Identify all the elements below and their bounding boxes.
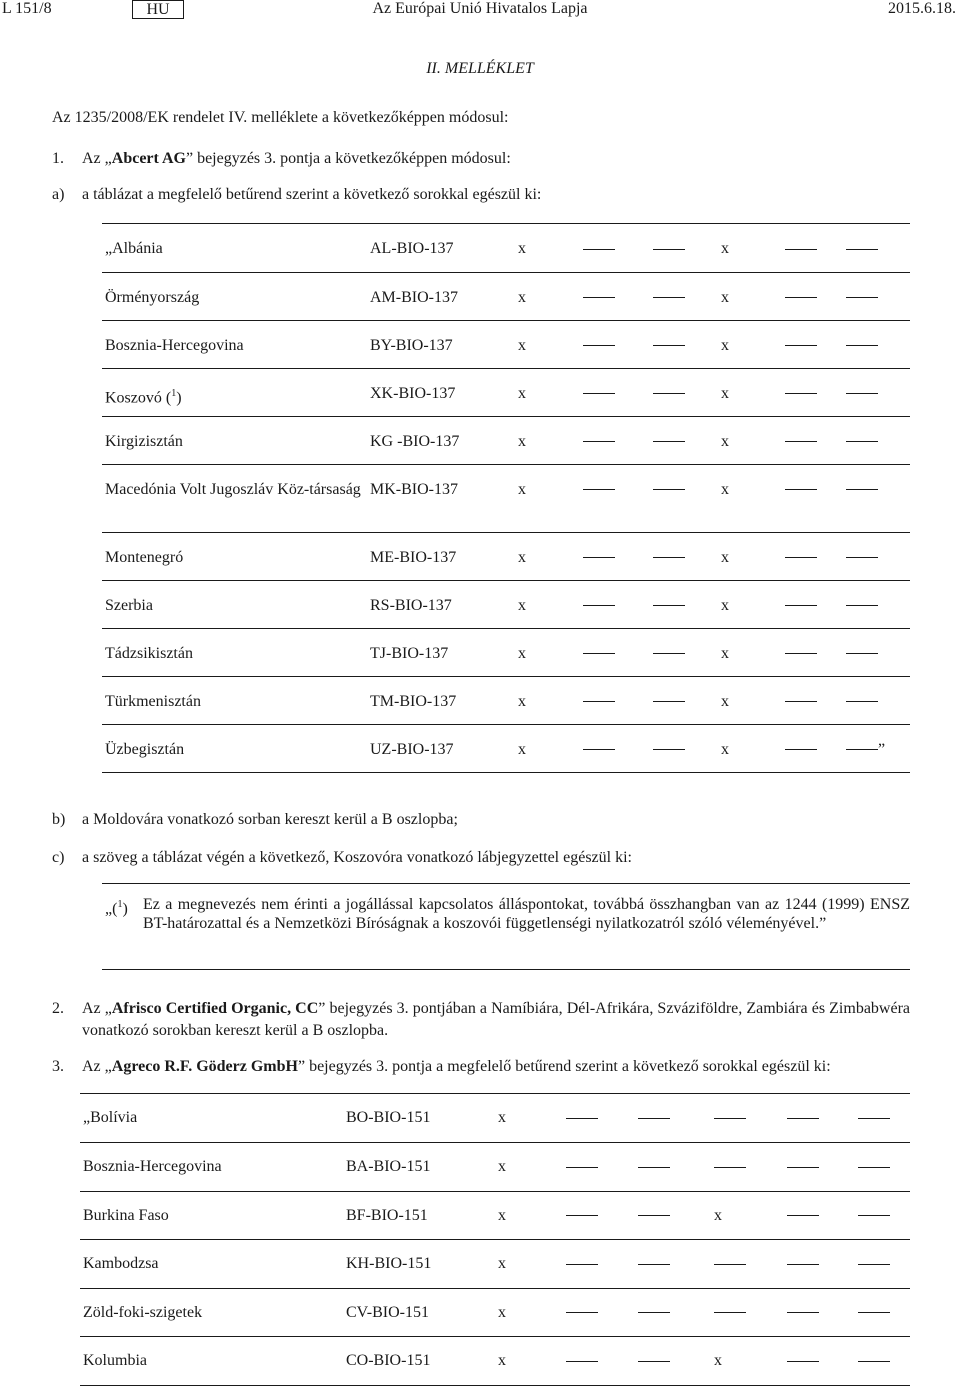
dash-mark: [787, 1361, 819, 1362]
category-cell: [785, 416, 846, 464]
item-2-number: 2.: [52, 1000, 64, 1017]
dash-mark: [846, 489, 878, 490]
category-cell: [653, 628, 721, 676]
category-cell: [858, 1094, 910, 1143]
country-name: Üzbegisztán: [102, 724, 370, 772]
category-cell: [858, 1288, 910, 1337]
dash-mark: [846, 297, 878, 298]
category-cell: [638, 1288, 714, 1337]
country-name: Kolumbia: [80, 1337, 346, 1386]
category-cell: x: [518, 628, 583, 676]
category-cell: [638, 1143, 714, 1192]
dash-mark: [653, 653, 685, 654]
item-1b-number: b): [52, 811, 66, 828]
category-cell: [653, 224, 721, 272]
category-cell: [653, 532, 721, 580]
category-cell: x: [721, 416, 785, 464]
category-cell: [653, 464, 721, 532]
category-cell: [846, 368, 910, 416]
dash-mark: [638, 1167, 670, 1168]
certificate-code: RS-BIO-137: [370, 580, 518, 628]
annex-title: II. MELLÉKLET: [426, 60, 534, 77]
category-cell: [858, 1191, 910, 1240]
country-name: Tádzsikisztán: [102, 628, 370, 676]
category-cell: [653, 676, 721, 724]
certificate-code: XK-BIO-137: [370, 368, 518, 416]
dash-mark: [787, 1215, 819, 1216]
dash-mark: [785, 345, 817, 346]
table1-row: [102, 416, 910, 464]
publication-date: 2015.6.18.: [888, 0, 956, 17]
table1-row: [102, 628, 910, 676]
language-badge: HU: [132, 0, 184, 19]
dash-mark: [787, 1118, 819, 1119]
certificate-code: BA-BIO-151: [346, 1143, 498, 1192]
country-name: Bosznia-Hercegovina: [80, 1143, 346, 1192]
category-cell: x: [498, 1094, 566, 1143]
dash-mark: [566, 1312, 598, 1313]
table2-row: [80, 1337, 910, 1386]
category-cell: [653, 724, 721, 772]
category-cell: [846, 580, 910, 628]
dash-mark: [653, 441, 685, 442]
footnote-top-rule: [102, 883, 910, 884]
item-3-text: Az „Agreco R.F. Göderz GmbH” bejegyzés 3. pontja a megfelelő betűrend szerint a következő sorokkal egészül ki:: [82, 1058, 831, 1075]
category-cell: [583, 532, 653, 580]
category-cell: [787, 1143, 858, 1192]
dash-mark: [583, 749, 615, 750]
country-name: Zöld-foki-szigetek: [80, 1288, 346, 1337]
table1-row: [102, 272, 910, 320]
category-cell: x: [518, 320, 583, 368]
category-cell: [653, 368, 721, 416]
category-cell: x: [498, 1288, 566, 1337]
category-cell: x: [518, 416, 583, 464]
dash-mark: [638, 1215, 670, 1216]
item-3-number: 3.: [52, 1058, 64, 1075]
closing-quote: ”: [878, 740, 886, 758]
category-cell: x: [518, 464, 583, 532]
dash-mark: [714, 1118, 746, 1119]
certificate-code: AM-BIO-137: [370, 272, 518, 320]
category-cell: [638, 1094, 714, 1143]
dash-mark: [787, 1312, 819, 1313]
dash-mark: [787, 1167, 819, 1168]
category-cell: x: [518, 724, 583, 772]
category-cell: [785, 320, 846, 368]
category-cell: [785, 464, 846, 532]
category-cell: [653, 580, 721, 628]
dash-mark: [583, 605, 615, 606]
category-cell: [846, 676, 910, 724]
category-cell: [787, 1240, 858, 1289]
category-cell: [583, 724, 653, 772]
dash-mark: [846, 393, 878, 394]
category-cell: [858, 1337, 910, 1386]
category-cell: [785, 368, 846, 416]
country-name: Szerbia: [102, 580, 370, 628]
item-2-bold: Afrisco Certified Organic, CC: [111, 1000, 319, 1017]
dash-mark: [638, 1361, 670, 1362]
table1-row: [102, 724, 910, 772]
item-1a: [52, 186, 541, 204]
category-cell: [785, 580, 846, 628]
item-1-post: ” bejegyzés 3. pontja a következőképpen módosul:: [185, 150, 511, 167]
dash-mark: [785, 605, 817, 606]
dash-mark: [846, 605, 878, 606]
dash-mark: [583, 441, 615, 442]
dash-mark: [653, 249, 685, 250]
dash-mark: [583, 249, 615, 250]
certificate-code: KH-BIO-151: [346, 1240, 498, 1289]
item-1-bold: Abcert AG: [111, 150, 186, 167]
category-cell: x: [518, 580, 583, 628]
dash-mark: [787, 1264, 819, 1265]
category-cell: [653, 272, 721, 320]
table2-row: [80, 1288, 910, 1337]
dash-mark: [583, 393, 615, 394]
category-cell: [583, 320, 653, 368]
item-1c-number: c): [52, 849, 65, 866]
dash-mark: [653, 557, 685, 558]
certificate-code: BF-BIO-151: [346, 1191, 498, 1240]
dash-mark: [653, 489, 685, 490]
category-cell: [846, 464, 910, 532]
category-cell: [787, 1094, 858, 1143]
dash-mark: [846, 441, 878, 442]
category-cell: x: [498, 1337, 566, 1386]
category-cell: [785, 676, 846, 724]
item-1c: [52, 849, 632, 867]
dash-mark: [846, 701, 878, 702]
dash-mark: [566, 1264, 598, 1265]
dash-mark: [846, 249, 878, 250]
category-cell: [858, 1143, 910, 1192]
dash-mark: [638, 1264, 670, 1265]
category-cell: x: [721, 224, 785, 272]
certificate-code: TM-BIO-137: [370, 676, 518, 724]
dash-mark: [714, 1264, 746, 1265]
footnote: [105, 895, 910, 933]
country-name: Burkina Faso: [80, 1191, 346, 1240]
dash-mark: [583, 489, 615, 490]
category-cell: [787, 1337, 858, 1386]
dash-mark: [858, 1264, 890, 1265]
table2-row: [80, 1094, 910, 1143]
dash-mark: [846, 557, 878, 558]
category-cell: x: [714, 1191, 787, 1240]
dash-mark: [846, 653, 878, 654]
item-2: [52, 998, 910, 1042]
dash-mark: [785, 297, 817, 298]
table2-row: [80, 1240, 910, 1289]
country-name: Koszovó ($^1$): [102, 368, 370, 416]
certificate-code: BY-BIO-137: [370, 320, 518, 368]
category-cell: [846, 320, 910, 368]
category-cell: [653, 320, 721, 368]
country-name: Montenegró: [102, 532, 370, 580]
category-cell: x: [518, 272, 583, 320]
country-name: Kambodzsa: [80, 1240, 346, 1289]
certificate-code: KG -BIO-137: [370, 416, 518, 464]
dash-mark: [858, 1167, 890, 1168]
table1-row: [102, 368, 910, 416]
category-cell: x: [518, 676, 583, 724]
table1-row: [102, 320, 910, 368]
dash-mark: [653, 345, 685, 346]
dash-mark: [583, 345, 615, 346]
category-cell: [566, 1094, 638, 1143]
dash-mark: [583, 297, 615, 298]
dash-mark: [566, 1215, 598, 1216]
category-cell: x: [721, 580, 785, 628]
item-1c-text: a szöveg a táblázat végén a következő, Koszovóra vonatkozó lábjegyzettel egészül ki:: [82, 849, 632, 866]
table-1: [102, 224, 910, 773]
intro-text: Az 1235/2008/EK rendelet IV. melléklete a következőképpen módosul:: [52, 109, 509, 126]
item-1: [52, 150, 511, 168]
table1-row: [102, 464, 910, 532]
item-3: [52, 1056, 910, 1078]
category-cell: [638, 1240, 714, 1289]
dash-mark: [858, 1215, 890, 1216]
certificate-code: CO-BIO-151: [346, 1337, 498, 1386]
dash-mark: [858, 1312, 890, 1313]
dash-mark: [653, 605, 685, 606]
certificate-code: CV-BIO-151: [346, 1288, 498, 1337]
dash-mark: [785, 557, 817, 558]
category-cell: [583, 628, 653, 676]
dash-mark: [566, 1118, 598, 1119]
dash-mark: [785, 393, 817, 394]
footnote-bottom-rule: [102, 969, 910, 970]
dash-mark: [714, 1167, 746, 1168]
category-cell: [846, 416, 910, 464]
item-3-bold: Agreco R.F. Göderz GmbH: [111, 1058, 298, 1075]
table1-row: [102, 532, 910, 580]
category-cell: [583, 416, 653, 464]
dash-mark: [653, 393, 685, 394]
category-cell: [846, 272, 910, 320]
table-2: [80, 1094, 910, 1386]
item-1a-text: a táblázat a megfelelő betűrend szerint a következő sorokkal egészül ki:: [82, 186, 542, 203]
category-cell: [785, 532, 846, 580]
dash-mark: [653, 701, 685, 702]
dash-mark: [785, 701, 817, 702]
item-2-text: Az „Afrisco Certified Organic, CC” bejegyzés 3. pontjában a Namíbiára, Dél-Afrikára, Szváziföldre, Zambiára és Zimbabwéra vonatkozó sorokban kereszt kerül a B oszlopba.: [82, 1000, 911, 1039]
category-cell: [583, 580, 653, 628]
category-cell: x: [721, 368, 785, 416]
category-cell: [653, 416, 721, 464]
dash-mark: [846, 749, 878, 750]
category-cell: x: [518, 368, 583, 416]
country-name: Macedónia Volt Jugoszláv Köz-társaság: [102, 464, 370, 532]
country-name: „Bolívia: [80, 1094, 346, 1143]
dash-mark: [785, 489, 817, 490]
category-cell: x: [721, 676, 785, 724]
category-cell: [566, 1191, 638, 1240]
category-cell: [583, 676, 653, 724]
journal-title: Az Európai Unió Hivatalos Lapja: [372, 0, 588, 17]
category-cell: x: [518, 532, 583, 580]
country-name: „Albánia: [102, 224, 370, 272]
category-cell: [714, 1094, 787, 1143]
category-cell: x: [721, 320, 785, 368]
dash-mark: [638, 1312, 670, 1313]
table1-row: [102, 580, 910, 628]
footnote-mark: „($^1$): [105, 899, 128, 918]
dash-mark: [785, 441, 817, 442]
category-cell: [846, 628, 910, 676]
dash-mark: [583, 701, 615, 702]
category-cell: [583, 464, 653, 532]
item-1b-text: a Moldovára vonatkozó sorban kereszt kerül a B oszlopba;: [82, 811, 458, 828]
category-cell: [858, 1240, 910, 1289]
dash-mark: [566, 1361, 598, 1362]
category-cell: x: [498, 1240, 566, 1289]
page-header: [0, 0, 960, 22]
country-name: Kirgizisztán: [102, 416, 370, 464]
table1-row: [102, 224, 910, 272]
category-cell: [566, 1288, 638, 1337]
category-cell: x: [714, 1337, 787, 1386]
certificate-code: TJ-BIO-137: [370, 628, 518, 676]
category-cell: [566, 1240, 638, 1289]
dash-mark: [583, 557, 615, 558]
table2-row: [80, 1143, 910, 1192]
category-cell: [583, 272, 653, 320]
category-cell: x: [498, 1191, 566, 1240]
category-cell: [846, 532, 910, 580]
item-1a-number: a): [52, 186, 65, 203]
dash-mark: [714, 1312, 746, 1313]
dash-mark: [638, 1118, 670, 1119]
category-cell: [714, 1240, 787, 1289]
category-cell: [583, 368, 653, 416]
dash-mark: [785, 749, 817, 750]
dash-mark: [785, 653, 817, 654]
category-cell: [583, 224, 653, 272]
footnote-text: Ez a megnevezés nem érinti a jogállással kapcsolatos álláspontokat, továbbá összhangban van az 1244 (1999) ENSZ BT-határozattal és a Nemzetközi Bíróságnak a koszovói függetlenségi nyilatkozatról szóló véleményével.”: [143, 896, 910, 932]
dash-mark: [583, 653, 615, 654]
dash-mark: [653, 749, 685, 750]
certificate-code: UZ-BIO-137: [370, 724, 518, 772]
certificate-code: ME-BIO-137: [370, 532, 518, 580]
category-cell: [785, 724, 846, 772]
category-cell: [846, 224, 910, 272]
category-cell: [714, 1288, 787, 1337]
item-1-number: 1.: [52, 150, 64, 167]
category-cell: x: [498, 1143, 566, 1192]
category-cell: x: [721, 628, 785, 676]
category-cell: x: [518, 224, 583, 272]
country-name: Örményország: [102, 272, 370, 320]
category-cell: x: [721, 724, 785, 772]
category-cell: [785, 628, 846, 676]
dash-mark: [653, 297, 685, 298]
country-name: Bosznia-Hercegovina: [102, 320, 370, 368]
item-1b: [52, 811, 458, 829]
item-1-pre: Az „: [82, 150, 112, 167]
country-name: Türkmenisztán: [102, 676, 370, 724]
dash-mark: [858, 1361, 890, 1362]
table1-row: [102, 676, 910, 724]
category-cell: x: [721, 464, 785, 532]
category-cell: [785, 272, 846, 320]
dash-mark: [566, 1167, 598, 1168]
table2-row: [80, 1191, 910, 1240]
category-cell: x: [721, 272, 785, 320]
category-cell: [846, 724, 910, 772]
category-cell: [566, 1143, 638, 1192]
dash-mark: [858, 1118, 890, 1119]
certificate-code: AL-BIO-137: [370, 224, 518, 272]
category-cell: x: [721, 532, 785, 580]
category-cell: [787, 1191, 858, 1240]
category-cell: [714, 1143, 787, 1192]
certificate-code: MK-BIO-137: [370, 464, 518, 532]
dash-mark: [846, 345, 878, 346]
category-cell: [566, 1337, 638, 1386]
category-cell: [787, 1288, 858, 1337]
certificate-code: BO-BIO-151: [346, 1094, 498, 1143]
category-cell: [785, 224, 846, 272]
page-number: L 151/8: [2, 0, 52, 17]
category-cell: [638, 1191, 714, 1240]
dash-mark: [785, 249, 817, 250]
category-cell: [638, 1337, 714, 1386]
